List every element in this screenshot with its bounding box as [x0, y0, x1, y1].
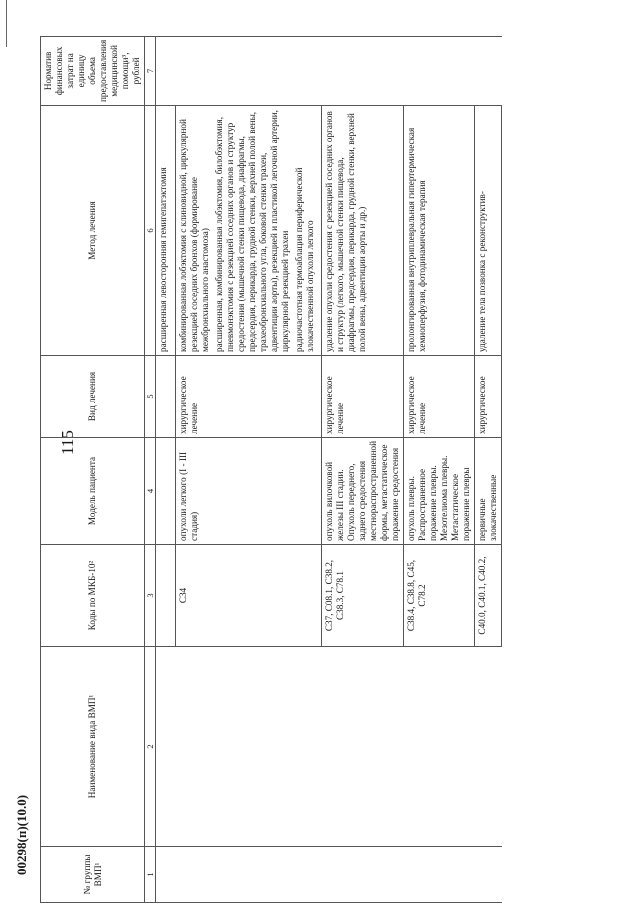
treatment-methods: [175, 105, 321, 355]
table-row: [156, 36, 175, 902]
table-row: [475, 36, 502, 902]
patient-model: опухоль плевры. Распространенное поражение плевры. Мезотелиома плевры. Метастатическое поражение плевры: [404, 437, 475, 544]
method-item: расширенная левосторонняя гемигепатэктомия: [158, 167, 169, 352]
method-item: удаление опухоли средостения с резекцией соседних органов и структур (легкого, мышечной стенки пищевода, диафрагмы, предсердия, перикарда, грудной стенки, верхней полой вены, адвентиции аорты и др.): [323, 111, 367, 352]
method-item: расширенная, комбинированная лобэктомия, билобэктомия, пневмонэктомия с резекцией соседних органов и структур средостения (мышечной стенки пищевода, диафрагмы, предсердия, перикарда, грудной стенки, верхней полой вены, трахеобронхиального угла, боковой стенки трахеи, адвентиции аорты), резекцией и пластикой легочной артерии, циркулярной резекцией трахеи: [213, 110, 290, 352]
vmp-table: [40, 36, 502, 903]
treatment-type: хирургическое лечение: [321, 355, 403, 437]
treatment-methods: [321, 105, 403, 355]
icd-codes: C38.4, C38.8, C45, C78.2: [404, 545, 475, 647]
footer-code: 00298(п)(10.0): [14, 794, 29, 875]
header-treatment-method: Метод лечения: [41, 105, 145, 355]
treatment-type: [156, 355, 175, 437]
header-row: [41, 36, 145, 902]
column-number: 3: [145, 545, 156, 647]
icd-codes: C40.0, C40.1, C40.2,: [475, 545, 502, 647]
patient-model: опухоли легкого (I - III стадия): [175, 437, 321, 544]
treatment-methods: [475, 105, 502, 355]
header-treatment-type: Вид лечения: [41, 355, 145, 437]
method-item: удаление тела позвонка с реконструктив-: [477, 191, 488, 352]
table-row: [321, 36, 403, 902]
patient-model: опухоль вилочковой железы III стадии. Опухоль переднего, заднего средостения местнораспространенной формы, метастатическое поражение средостения: [321, 437, 403, 544]
column-number: 4: [145, 437, 156, 544]
column-number-row: [145, 36, 156, 902]
method-item: радиочастотная термоаблация периферической злокачественной опухоли легкого: [293, 167, 315, 352]
patient-model: [156, 437, 175, 544]
icd-codes: C34: [175, 545, 321, 647]
treatment-methods: [156, 105, 175, 355]
treatment-type: хирургическое лечение: [404, 355, 475, 437]
header-icd-codes: Коды по МКБ-10²: [41, 545, 145, 647]
method-item: комбинированная лобэктомия с клиновидной, циркулярной резекцией соседних бронхов (формирование межбронхиального анастомоза): [177, 119, 210, 352]
column-number: 2: [145, 647, 156, 847]
treatment-type: хирургическое лечение: [175, 355, 321, 437]
icd-codes: C37, C08.1, C38.2, C38.3, C78.1: [321, 545, 403, 647]
treatment-type: хирургическое: [475, 355, 502, 437]
patient-model: первичные злокачественные: [475, 437, 502, 544]
column-number: 6: [145, 105, 156, 355]
page-number: 115: [58, 430, 77, 455]
column-number: 1: [145, 847, 156, 903]
header-group-number: № группы ВМП¹: [41, 847, 145, 903]
column-number: 7: [145, 36, 156, 105]
treatment-methods: [404, 105, 475, 355]
header-cost-standard: Норматив финансовых затрат на единицу объема предоставления медицинской помощи³, рублей: [41, 36, 145, 105]
table-row: [175, 36, 321, 902]
header-patient-model: Модель пациента: [41, 437, 145, 544]
column-number: 5: [145, 355, 156, 437]
header-vmp-name: Наименование вида ВМП¹: [41, 647, 145, 847]
corner-rule: [6, 0, 7, 47]
method-item: пролонгированная внутриплевральная гипертермическая хемиоперфузия, фотодинамическая терапия: [406, 127, 428, 352]
table-row: [404, 36, 475, 902]
icd-codes: [156, 545, 175, 647]
